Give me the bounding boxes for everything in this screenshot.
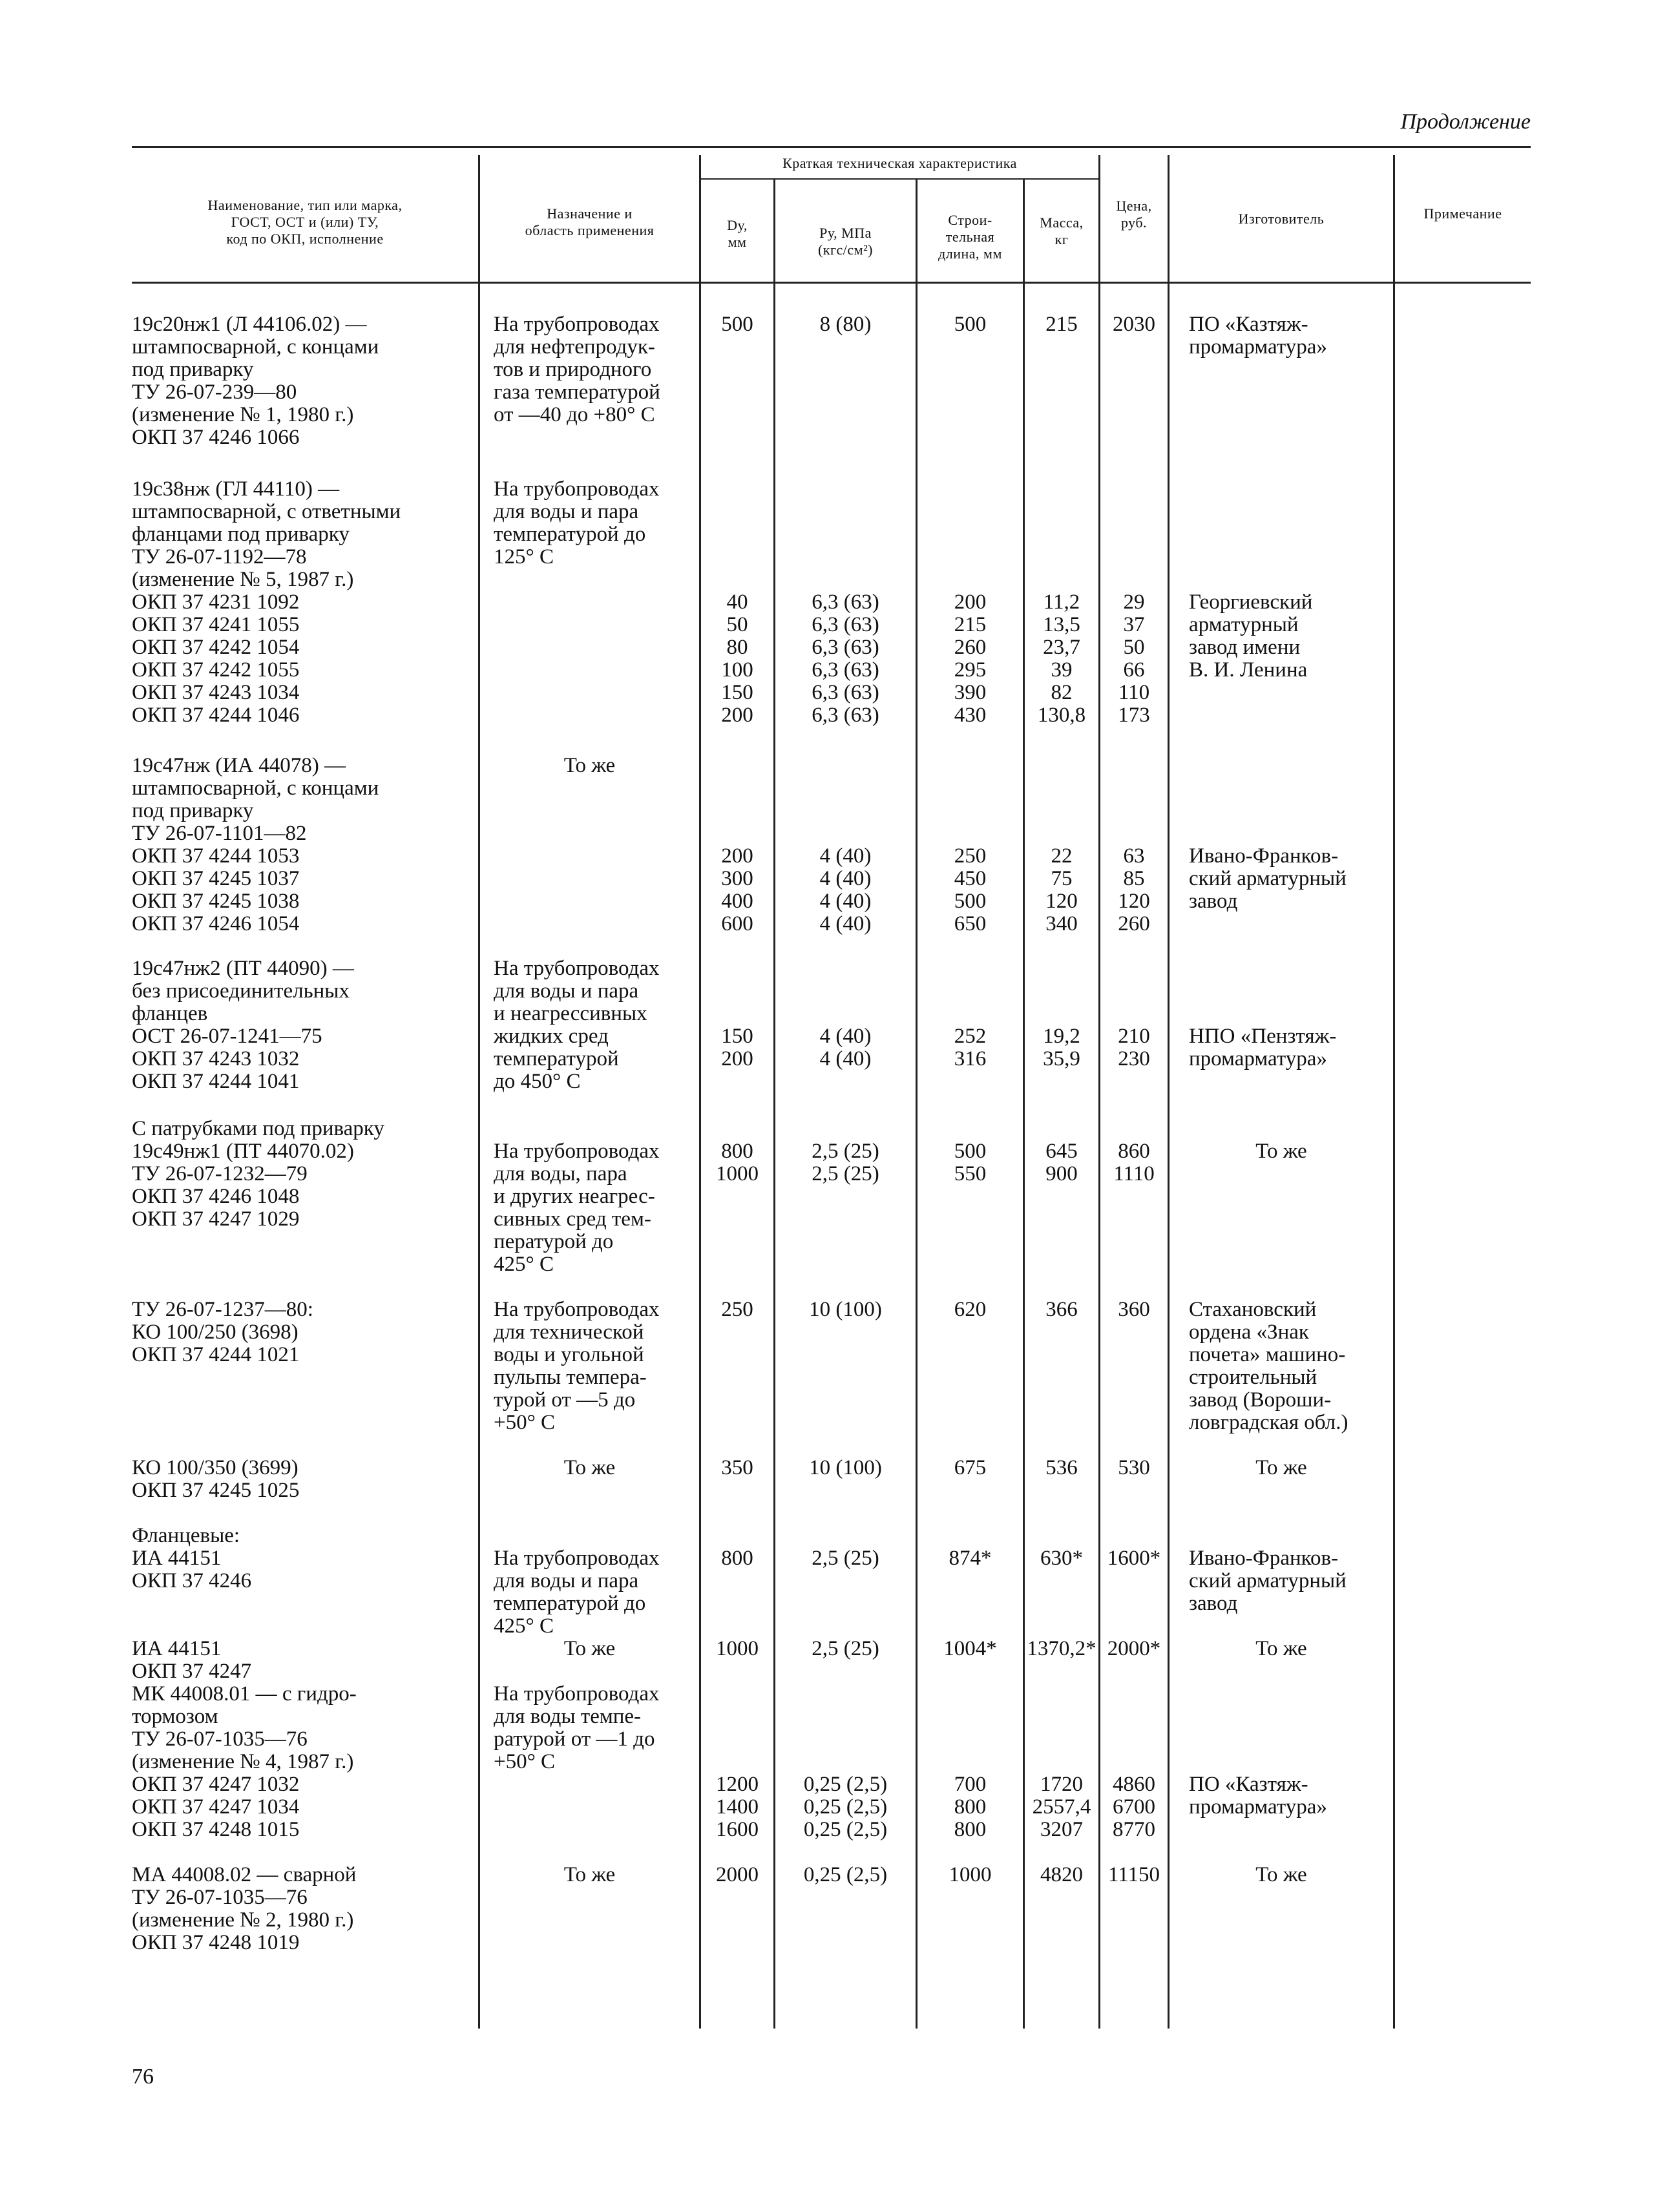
cell-name-16: МА 44008.02 — сварной ТУ 26-07-1035—76 (изменение № 2, 1980 г.) ОКП 37 4248 1019 [132,1863,357,1954]
header-purpose: Назначение и область применения [525,205,655,238]
header-price: Цена, руб. [1116,198,1152,231]
cell-length-15: 700 800 800 [954,1773,987,1841]
cell-dy-6: 150 200 [721,1025,753,1070]
cell-name-3: 19с47нж (ИА 44078) — штампосварной, с концами под приварку ТУ 26-07-1101—82 [132,754,379,845]
cell-name-13: ИА 44151 ОКП 37 4247 МК 44008.01 — с гидро- тормозом ТУ 26-07-1035—76 (изменение № 4, 1987 г.) ОКП 37 4247 1032 ОКП 37 4247 1034 ОКП 37 4248 1015 [132,1637,357,1841]
cell-name-7: С патрубками под приварку 19с49нж1 (ПТ 44070.02) ТУ 26-07-1232—79 ОКП 37 4246 1048 ОКП 37 4247 1029 [132,1117,384,1231]
cell-name-1: 19с38нж (ГЛ 44110) — штампосварной, с ответными фланцами под приварку ТУ 26-07-1192—78 (изменение № 5, 1987 г.) [132,477,401,591]
cell-price-6: 210 230 [1118,1025,1150,1070]
cell-py-9: 10 (100) [809,1298,882,1321]
cell-dy-15: 1200 1400 1600 [716,1773,759,1841]
cell-maker-2: Георгиевский арматурный завод имени В. И. Ленина [1189,590,1313,682]
col-rule-6 [1098,155,1100,2029]
cell-mass-6: 19,2 35,9 [1043,1025,1080,1070]
cell-purpose-16: То же [563,1863,616,1886]
cell-purpose-8: На трубопроводах для воды, пара и других неагрес- сивных сред тем- пературой до 425° С [494,1140,660,1276]
cell-dy-12: 800 [721,1547,753,1570]
cell-purpose-12: На трубопроводах для воды и пара температурой до 425° С [494,1547,660,1638]
cell-maker-9: Стахановский ордена «Знак почета» машино- строительный завод (Вороши- ловградская обл.) [1189,1298,1348,1434]
cell-dy-16: 2000 [716,1863,759,1886]
cell-name-0: 19с20нж1 (Л 44106.02) — штампосварной, с концами под приварку ТУ 26-07-239—80 (изменение № 1, 1980 г.) ОКП 37 4246 1066 [132,313,379,449]
cell-length-13: 1004* [943,1637,997,1660]
cell-name-10: КО 100/350 (3699) ОКП 37 4245 1025 [132,1456,300,1502]
header-bottom-rule [132,282,1531,284]
col-rule-5 [1023,180,1025,2029]
cell-length-6: 252 316 [954,1025,987,1070]
col-rule-2 [699,155,701,2029]
cell-py-8: 2,5 (25) 2,5 (25) [812,1140,879,1185]
table-top-rule [132,146,1531,148]
cell-maker-15: ПО «Казтяж- промарматура» [1189,1773,1327,1819]
header-mass: Масса, кг [1040,214,1084,247]
cell-maker-8: То же [1255,1140,1307,1163]
cell-dy-4: 200 300 400 600 [721,844,753,935]
cell-maker-10: То же [1255,1456,1307,1479]
cell-name-2: ОКП 37 4231 1092 ОКП 37 4241 1055 ОКП 37 4242 1054 ОКП 37 4242 1055 ОКП 37 4243 1034 ОКП 37 4244 1046 [132,590,300,727]
cell-dy-0: 500 [721,313,753,336]
cell-length-0: 500 [954,313,987,336]
cell-price-16: 11150 [1107,1863,1160,1886]
cell-name-4: ОКП 37 4244 1053 ОКП 37 4245 1037 ОКП 37 4245 1038 ОКП 37 4246 1054 [132,844,300,935]
cell-mass-12: 630* [1040,1547,1083,1570]
cell-price-13: 2000* [1107,1637,1161,1660]
col-rule-7 [1168,155,1169,2029]
cell-mass-16: 4820 [1040,1863,1083,1886]
cell-mass-0: 215 [1045,313,1078,336]
cell-py-6: 4 (40) 4 (40) [819,1025,872,1070]
cell-price-15: 4860 6700 8770 [1113,1773,1155,1841]
col-rule-3 [773,180,775,2029]
page-number: 76 [132,2065,154,2089]
header-note: Примечание [1423,205,1502,222]
cell-py-15: 0,25 (2,5) 0,25 (2,5) 0,25 (2,5) [803,1773,888,1841]
cell-py-2: 6,3 (63) 6,3 (63) 6,3 (63) 6,3 (63) 6,3 (63) 6,3 (63) [812,590,879,727]
cell-name-5: 19с47нж2 (ПТ 44090) — без присоединительных фланцев ОСТ 26-07-1241—75 ОКП 37 4243 1032 ОКП 37 4244 1041 [132,957,354,1093]
col-rule-8 [1393,155,1395,2029]
cell-maker-16: То же [1255,1863,1307,1886]
cell-mass-10: 536 [1045,1456,1078,1479]
cell-length-2: 200 215 260 295 390 430 [954,590,987,727]
cell-length-4: 250 450 500 650 [954,844,987,935]
cell-dy-2: 40 50 80 100 150 200 [721,590,753,727]
cell-dy-8: 800 1000 [716,1140,759,1185]
continuation-label: Продолжение [1400,110,1531,134]
cell-length-10: 675 [954,1456,987,1479]
cell-price-10: 530 [1118,1456,1150,1479]
cell-price-9: 360 [1118,1298,1150,1321]
cell-length-8: 500 550 [954,1140,987,1185]
cell-purpose-5: На трубопроводах для воды и пара и неагрессивных жидких сред температурой до 450° С [494,957,660,1093]
cell-price-2: 29 37 50 66 110 173 [1118,590,1150,727]
cell-purpose-1: На трубопроводах для воды и пара температурой до 125° С [494,477,660,569]
cell-price-8: 860 1110 [1113,1140,1155,1185]
cell-length-16: 1000 [949,1863,992,1886]
cell-length-12: 874* [949,1547,992,1570]
cell-py-4: 4 (40) 4 (40) 4 (40) 4 (40) [819,844,872,935]
cell-purpose-13: То же [563,1637,616,1660]
cell-purpose-9: На трубопроводах для технической воды и угольной пульпы темпера- турой от —5 до +50° С [494,1298,660,1434]
cell-mass-9: 366 [1045,1298,1078,1321]
cell-price-12: 1600* [1107,1547,1161,1570]
cell-price-4: 63 85 120 260 [1118,844,1150,935]
header-maker: Изготовитель [1238,211,1325,227]
cell-py-0: 8 (80) [819,313,872,336]
tech-group-rule [699,178,1100,180]
cell-maker-12: Ивано-Франков- ский арматурный завод [1189,1547,1347,1615]
cell-maker-4: Ивано-Франков- ский арматурный завод [1189,844,1347,913]
header-name: Наименование, тип или марка, ГОСТ, ОСТ и (или) ТУ, код по ОКП, исполнение [207,197,403,247]
cell-purpose-14: На трубопроводах для воды темпе- ратурой от —1 до +50° С [494,1682,660,1773]
header-py: Pу, МПа (кгс/см²) [817,225,874,258]
col-rule-1 [478,155,480,2029]
header-tech-group: Краткая техническая характеристика [782,155,1017,171]
cell-maker-13: То же [1255,1637,1307,1660]
cell-mass-8: 645 900 [1045,1140,1078,1185]
cell-py-16: 0,25 (2,5) [803,1863,888,1886]
header-dy: Dу, мм [727,217,748,250]
cell-purpose-3: То же [563,754,616,777]
cell-mass-13: 1370,2* [1027,1637,1096,1660]
col-rule-4 [916,180,918,2029]
cell-length-9: 620 [954,1298,987,1321]
cell-maker-0: ПО «Казтяж- промарматура» [1189,313,1327,359]
cell-mass-4: 22 75 120 340 [1045,844,1078,935]
cell-dy-9: 250 [721,1298,753,1321]
cell-py-12: 2,5 (25) [812,1547,879,1570]
cell-py-10: 10 (100) [809,1456,882,1479]
cell-mass-15: 1720 2557,4 3207 [1032,1773,1091,1841]
cell-maker-6: НПО «Пензтяж- промарматура» [1189,1025,1337,1070]
header-length: Строи- тельная длина, мм [938,212,1002,262]
cell-purpose-10: То же [563,1456,616,1479]
cell-price-0: 2030 [1113,313,1155,336]
cell-dy-10: 350 [721,1456,753,1479]
cell-py-13: 2,5 (25) [812,1637,879,1660]
cell-purpose-0: На трубопроводах для нефтепродук- тов и природного газа температурой от —40 до +80° С [494,313,660,426]
cell-name-9: ТУ 26-07-1237—80: КО 100/250 (3698) ОКП 37 4244 1021 [132,1298,313,1366]
cell-dy-13: 1000 [716,1637,759,1660]
cell-mass-2: 11,2 13,5 23,7 39 82 130,8 [1037,590,1086,727]
cell-name-11: Фланцевые: ИА 44151 ОКП 37 4246 [132,1524,252,1592]
